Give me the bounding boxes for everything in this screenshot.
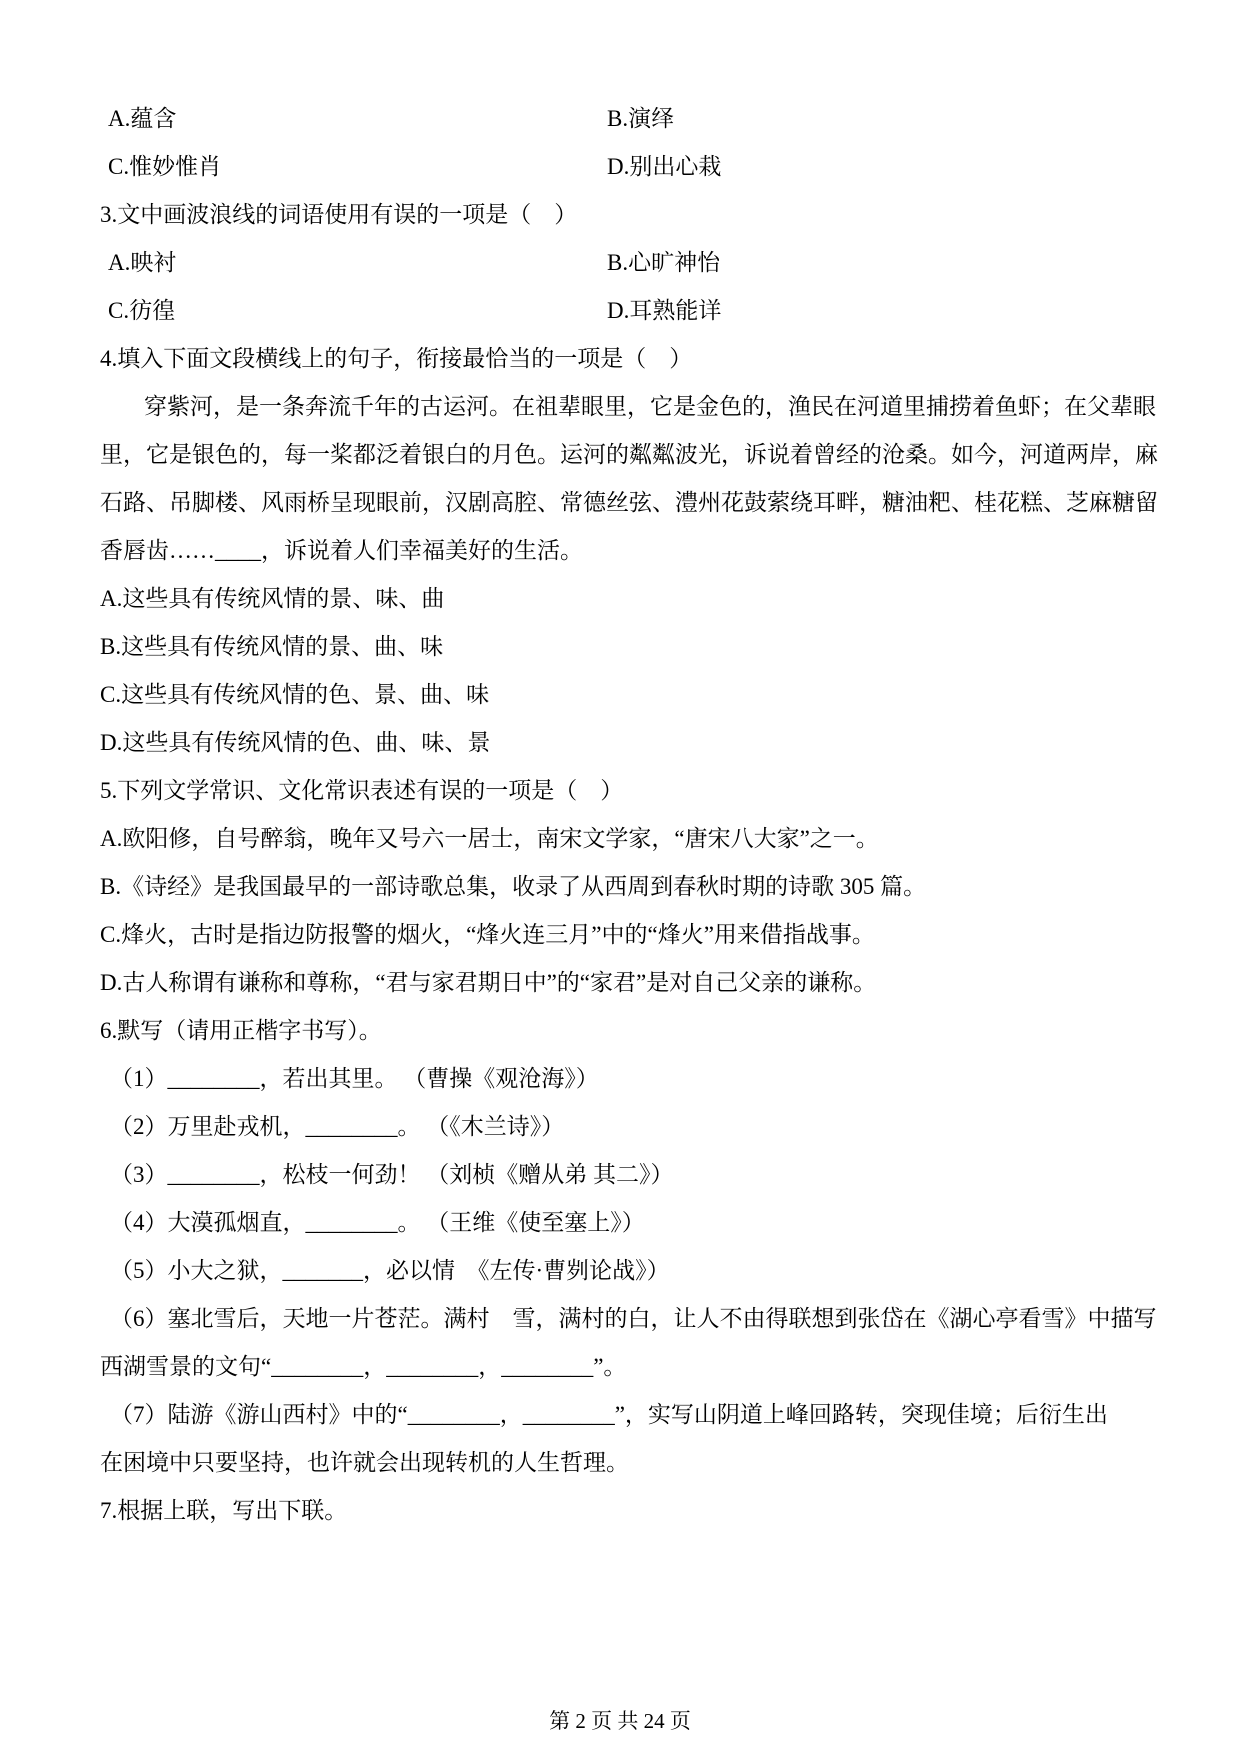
q3-options-row-2: [100, 296, 1184, 326]
q5-stem: 5.下列文学常识、文化常识表述有误的一项是（ ）: [100, 778, 624, 803]
q5-option-d: D.古人称谓有谦称和尊称，“君与家君期日中”的“家君”是对自己父亲的谦称。: [100, 970, 877, 995]
q4-passage-line: 石路、吊脚楼、风雨桥呈现眼前，汉剧高腔、常德丝弦、澧州花鼓萦绕耳畔，糖油粑、桂花糕、芝麻糖留: [100, 490, 1158, 515]
page-number-footer: 第 2 页 共 24 页: [549, 1709, 691, 1733]
q2-option-b: B.演绎: [607, 106, 675, 131]
q6-item-2: （2）万里赴戎机，________。 （《木兰诗》）: [110, 1114, 565, 1139]
q3-options-row-1: [100, 248, 1184, 278]
q3-option-b: B.心旷神怡: [607, 250, 721, 275]
q2-options-row-1: [100, 104, 1184, 134]
q6-item-5: （5）小大之狱，_______，必以情 《左传·曹刿论战》）: [110, 1258, 670, 1283]
q4-option-a: A.这些具有传统风情的景、味、曲: [100, 586, 445, 611]
q3-stem: 3.文中画波浪线的词语使用有误的一项是（ ）: [100, 202, 578, 227]
q4-option-d: D.这些具有传统风情的色、曲、味、景: [100, 730, 491, 755]
q4-stem: 4.填入下面文段横线上的句子，衔接最恰当的一项是（ ）: [100, 346, 693, 371]
q3-option-d: D.耳熟能详: [607, 298, 722, 323]
q4-passage-line: 里，它是银色的，每一桨都泛着银白的月色。运河的粼粼波光，诉说着曾经的沧桑。如今，河道两岸，麻: [100, 442, 1158, 467]
q6-item-6-line-1: （6）塞北雪后，天地一片苍茫。满村 雪，满村的白，让人不由得联想到张岱在《湖心亭看雪》中描写: [110, 1306, 1157, 1331]
q3-option-a: A.映衬: [108, 250, 177, 275]
q5-option-c: C.烽火，古时是指边防报警的烟火，“烽火连三月”中的“烽火”用来借指战事。: [100, 922, 875, 947]
q6-item-3: （3）________，松枝一何劲！ （刘桢《赠从弟 其二》）: [110, 1162, 674, 1187]
q7-stem: 7.根据上联，写出下联。: [100, 1498, 348, 1523]
q2-option-d: D.别出心栽: [607, 154, 722, 179]
q6-stem: 6.默写（请用正楷字书写）。: [100, 1018, 382, 1043]
q6-item-1: （1）________，若出其里。 （曹操《观沧海》）: [110, 1066, 599, 1091]
q5-option-b: B.《诗经》是我国最早的一部诗歌总集，收录了从西周到春秋时期的诗歌 305 篇。: [100, 874, 927, 899]
q6-item-4: （4）大漠孤烟直，________。 （王维《使至塞上》）: [110, 1210, 645, 1235]
q6-item-7-line-1: （7）陆游《游山西村》中的“________，________”，实写山阴道上峰回路转，突现佳境；后衍生出: [110, 1402, 1108, 1427]
q6-item-7-line-2: 在困境中只要坚持，也许就会出现转机的人生哲理。: [100, 1450, 629, 1475]
q4-option-b: B.这些具有传统风情的景、曲、味: [100, 634, 444, 659]
q2-option-c: C.惟妙惟肖: [108, 154, 222, 179]
q4-passage-line: 穿紫河，是一条奔流千年的古运河。在祖辈眼里，它是金色的，渔民在河道里捕捞着鱼虾；在父辈眼: [144, 394, 1156, 419]
q2-option-a: A.蕴含: [108, 106, 177, 131]
q6-item-6-line-2: 西湖雪景的文句“________，________，________”。: [100, 1354, 627, 1379]
q4-passage-line-blank: 香唇齿……____，诉说着人们幸福美好的生活。: [100, 538, 583, 563]
q5-option-a: A.欧阳修，自号醉翁，晚年又号六一居士，南宋文学家，“唐宋八大家”之一。: [100, 826, 879, 851]
q3-option-c: C.彷徨: [108, 298, 176, 323]
q4-option-c: C.这些具有传统风情的色、景、曲、味: [100, 682, 490, 707]
q2-options-row-2: [100, 152, 1184, 182]
